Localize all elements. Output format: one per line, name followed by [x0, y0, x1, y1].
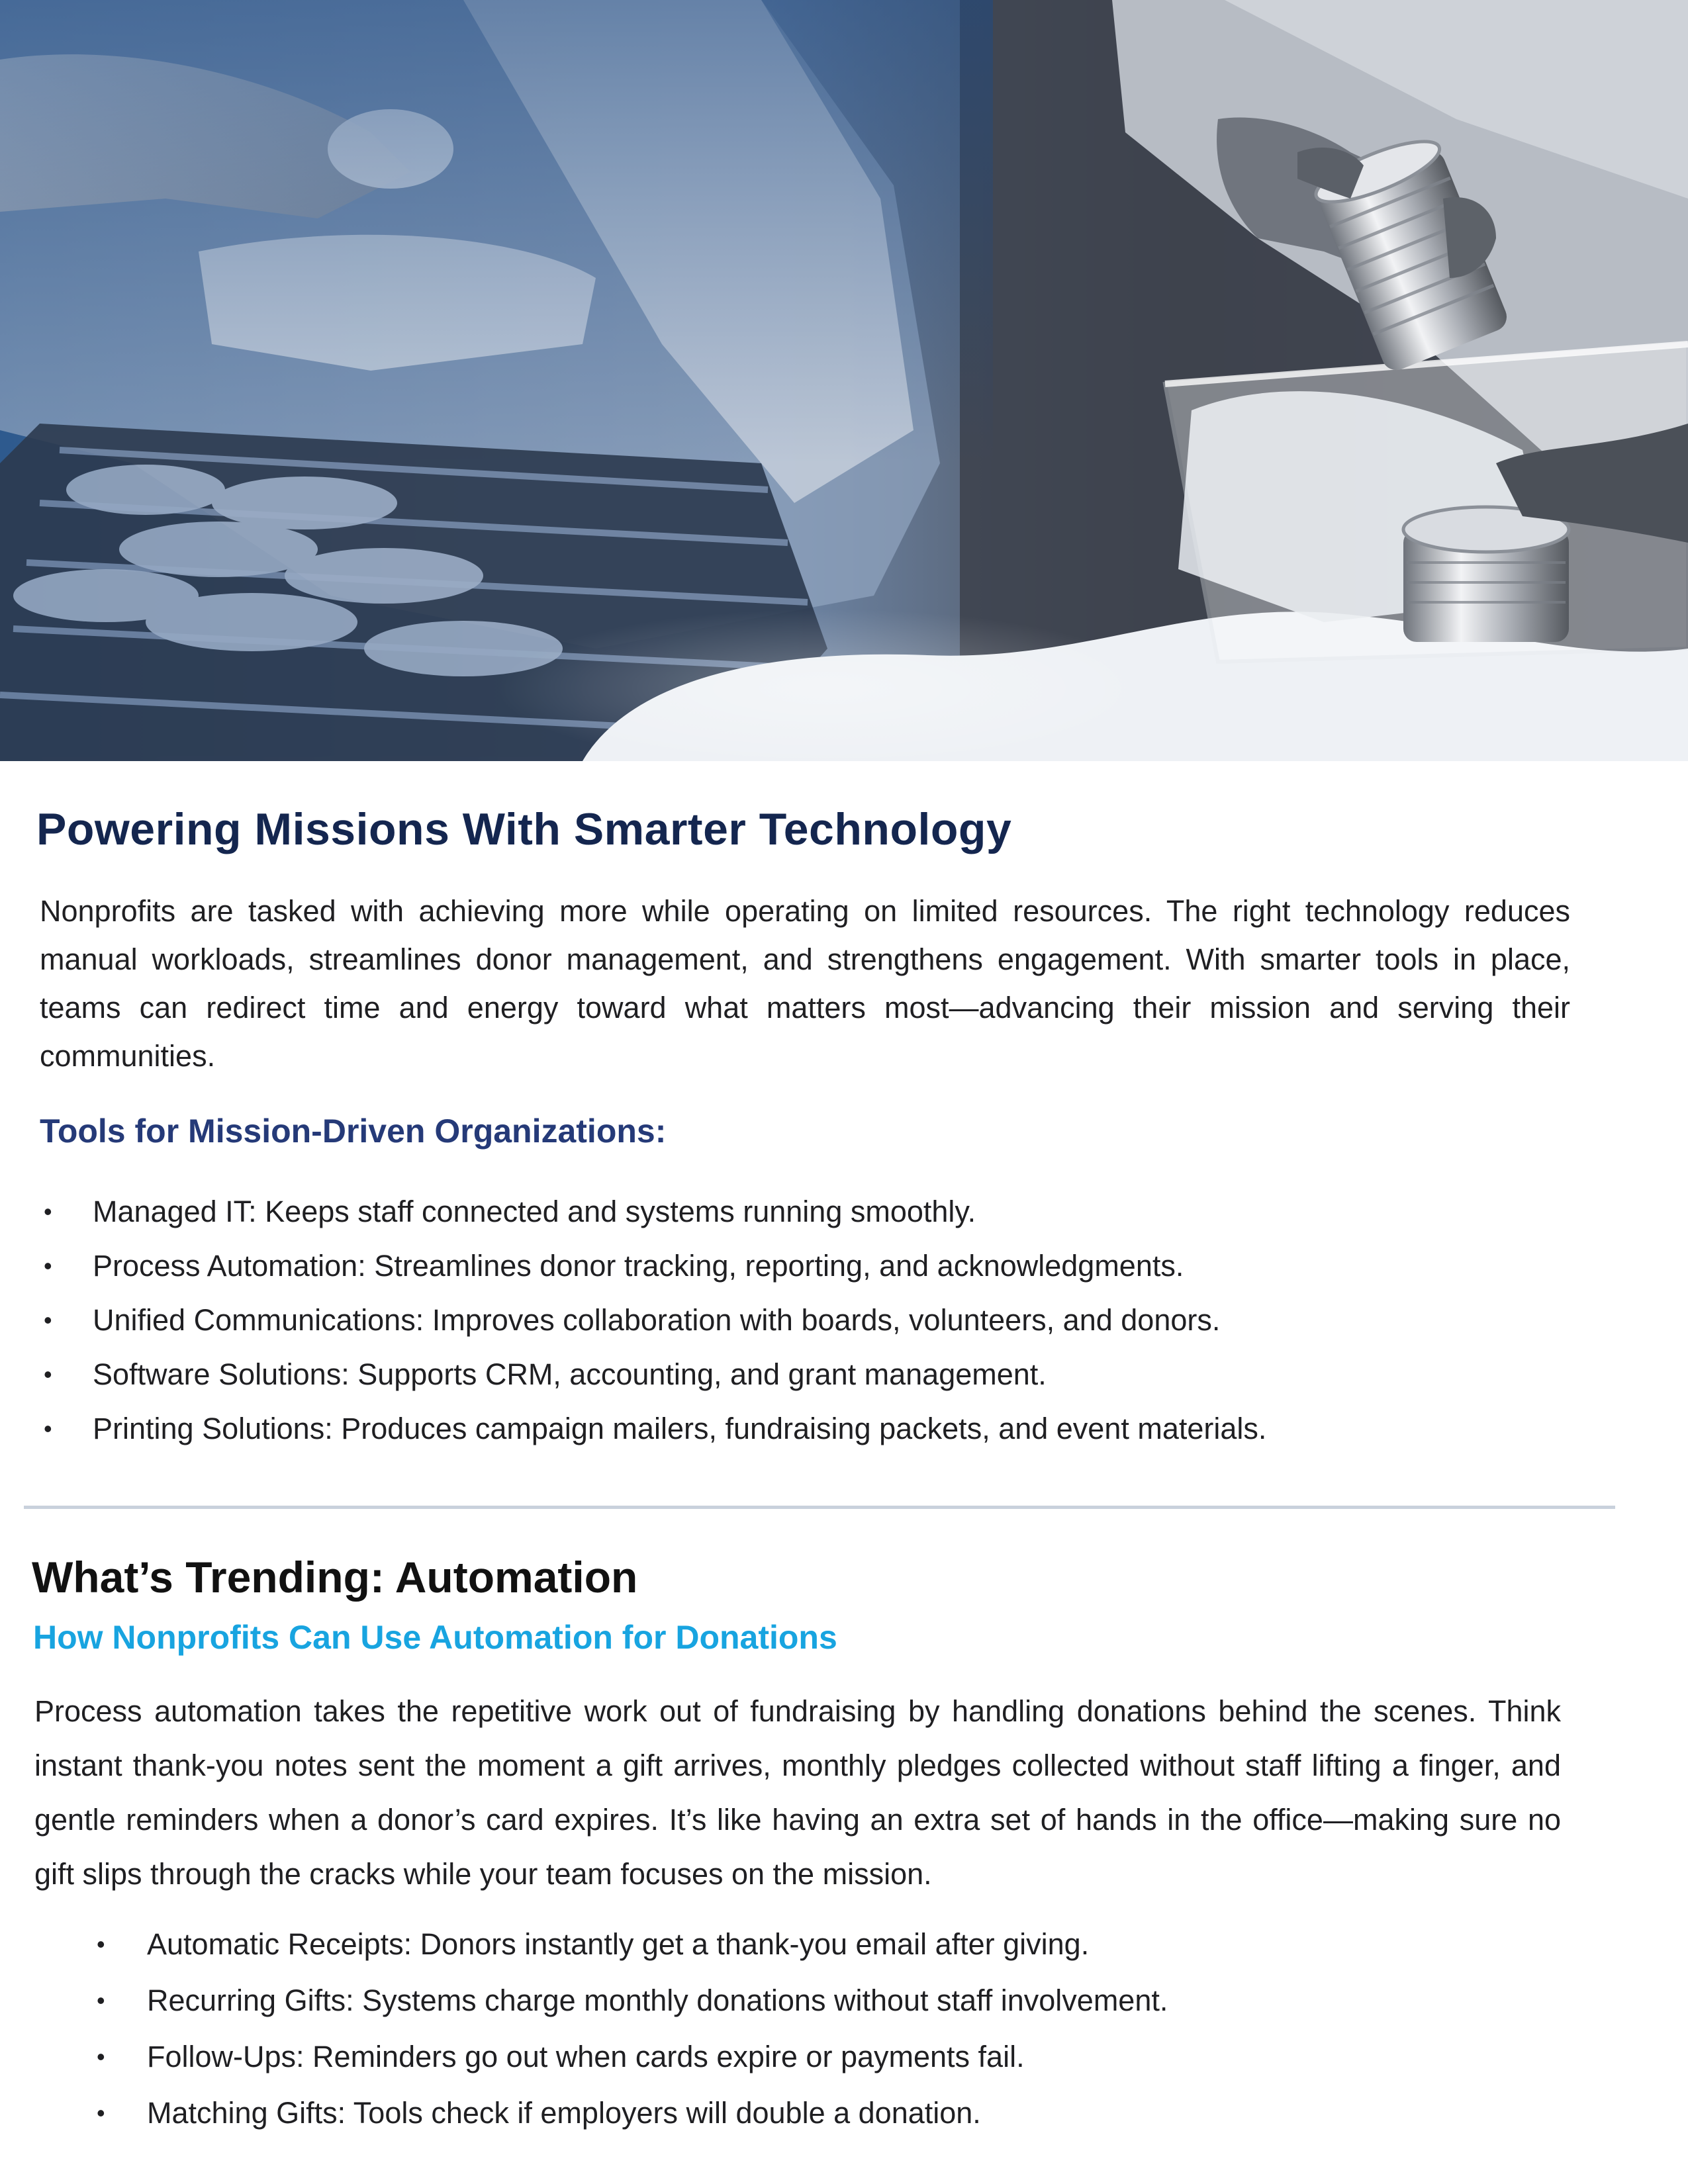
list-item: • Unified Communications: Improves collaboration with boards, volunteers, and donors.: [40, 1293, 1562, 1347]
list-item: • Process Automation: Streamlines donor tracking, reporting, and acknowledgments.: [40, 1239, 1562, 1293]
intro-paragraph: Nonprofits are tasked with achieving more while operating on limited resources. The right technology reduces manual workloads, streamlines donor management, and strengthens engagement. With smarter tools in place, teams can redirect time and energy toward what matters most—advancing their mission and serving their communities.: [40, 894, 1570, 1073]
bullet-icon: •: [44, 1252, 52, 1279]
section-title: Powering Missions With Smarter Technology: [36, 804, 1012, 854]
list-item: • Follow-Ups: Reminders go out when cards expire or payments fail.: [93, 2028, 1549, 2085]
bullet-icon: •: [44, 1415, 52, 1442]
bullet-icon: •: [44, 1361, 52, 1388]
hero-image: [0, 0, 1688, 761]
list-item: • Software Solutions: Supports CRM, accounting, and grant management.: [40, 1347, 1562, 1402]
bullet-icon: •: [97, 2043, 105, 2070]
list-item: • Printing Solutions: Produces campaign mailers, fundraising packets, and event materials.: [40, 1402, 1562, 1456]
list-item: • Recurring Gifts: Systems charge monthly donations without staff involvement.: [93, 1972, 1549, 2028]
bullet-icon: •: [44, 1306, 52, 1334]
list-item: • Managed IT: Keeps staff connected and systems running smoothly.: [40, 1185, 1562, 1239]
list-item: • Automatic Receipts: Donors instantly get a thank-you email after giving.: [93, 1916, 1549, 1972]
list-item: • Matching Gifts: Tools check if employers will double a donation.: [93, 2085, 1549, 2141]
hero-photo-illustration: [0, 0, 1688, 761]
bullet-icon: •: [97, 1987, 105, 2014]
tools-heading: Tools for Mission-Driven Organizations:: [40, 1113, 667, 1150]
section-divider: [24, 1506, 1615, 1509]
tools-list: [40, 1185, 1562, 1456]
bullet-icon: •: [97, 1931, 105, 1958]
trending-paragraph: Process automation takes the repetitive work out of fundraising by handling donations behind the scenes. Think instant thank-you notes sent the moment a gift arrives, monthly pledges collected without staff lifting a finger, and gentle reminders when a donor’s card expires. It’s like having an extra set of hands in the office—making sure no gift slips through the cracks while your team focuses on the mission.: [34, 1694, 1561, 1891]
trending-subheading: How Nonprofits Can Use Automation for Donations: [33, 1619, 837, 1656]
bullet-icon: •: [44, 1198, 52, 1225]
bullet-icon: •: [97, 2099, 105, 2126]
automation-list: [93, 1916, 1549, 2141]
trending-heading: What’s Trending: Automation: [32, 1553, 638, 1602]
article-content: [0, 761, 1688, 2184]
